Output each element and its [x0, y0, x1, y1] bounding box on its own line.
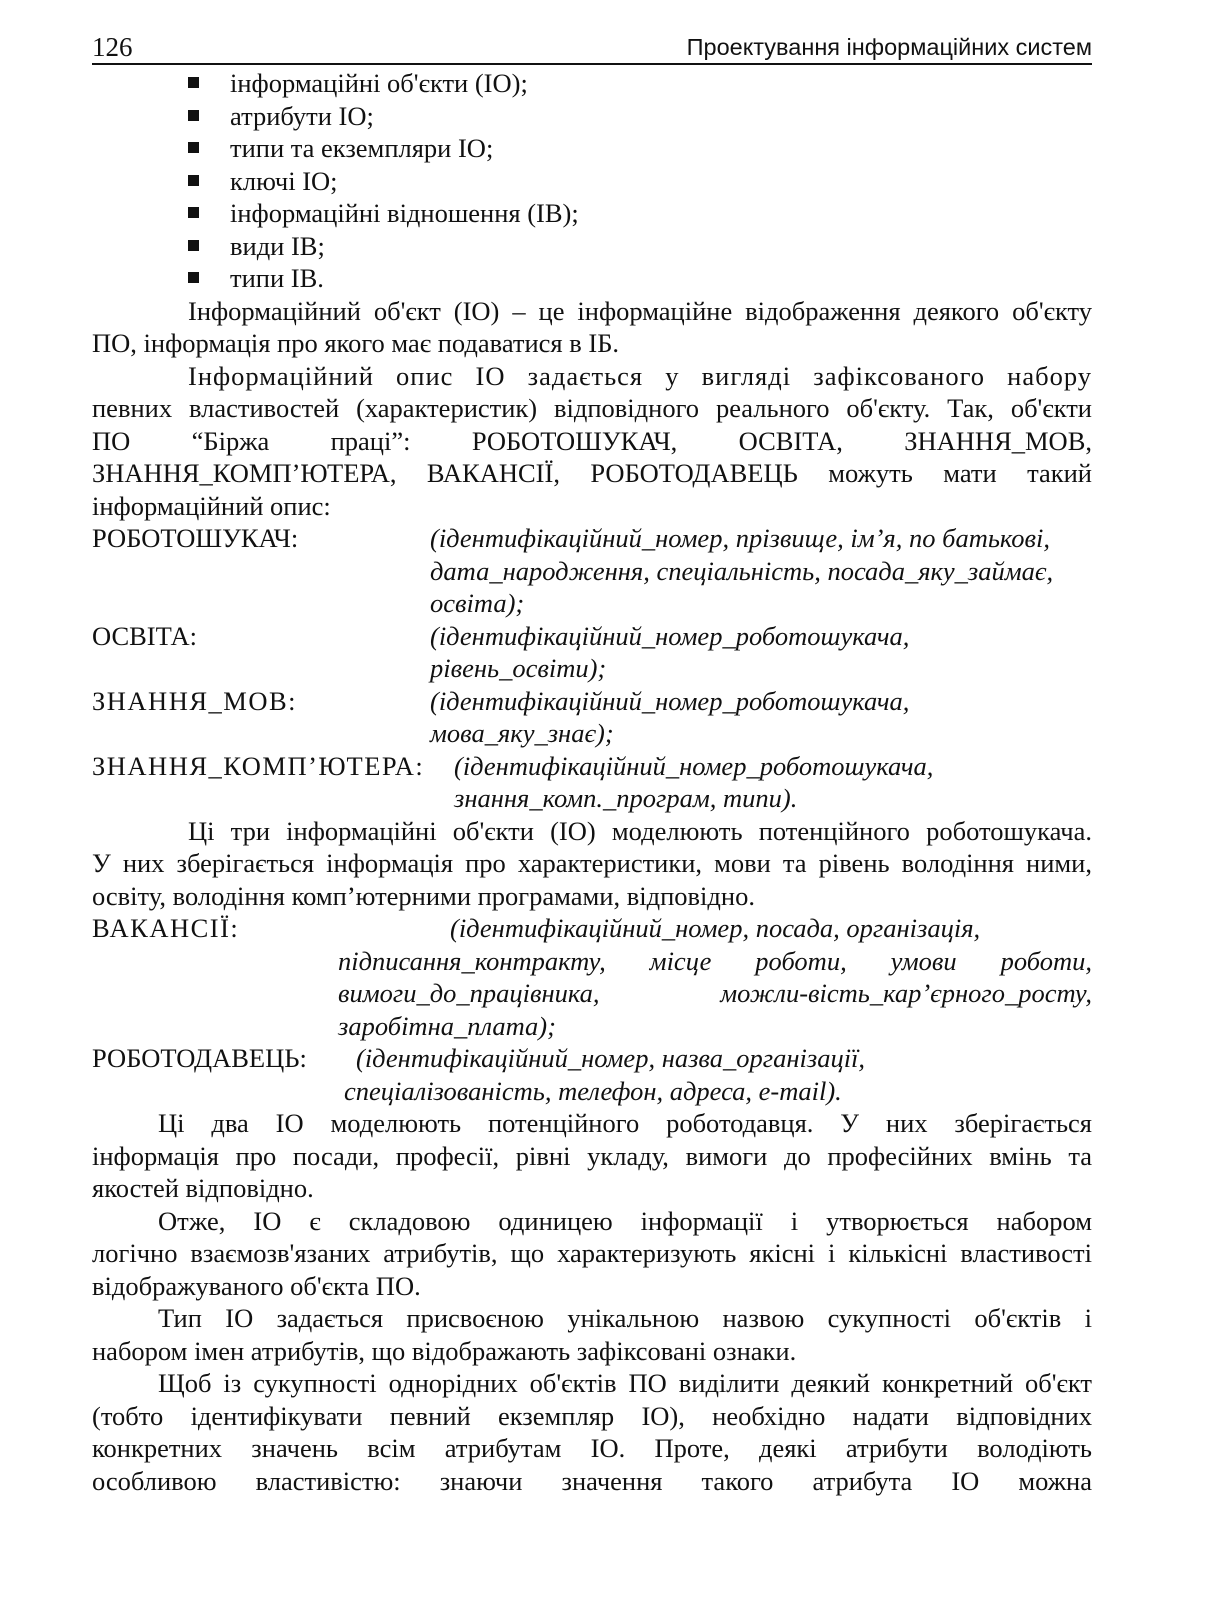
entity-attributes: (ідентифікаційний_номер, прізвище, ім’я, по батькові,: [430, 523, 1051, 553]
list-item: ключі ІО;: [188, 165, 1092, 198]
entity-attributes: мова_яку_знає);: [430, 718, 614, 748]
text-line: інформація про посади, професії, рівні укладу, вимоги до професійних вмінь та: [92, 1140, 1092, 1171]
text-line: конкретних значень всім атрибутам ІО. Проте, деякі атрибути володіють: [92, 1433, 1092, 1463]
entity-znannya-kompyutera: [92, 750, 1092, 815]
text-line: логічно взаємозв'язаних атрибутів, що характеризують якісні і кількісні властивості: [92, 1238, 1092, 1268]
text-line: Щоб із сукупності однорідних об'єктів ПО виділити деякий конкретний об'єкт: [158, 1368, 1092, 1398]
entity-attributes: (ідентифікаційний_номер_роботошукача,: [430, 685, 910, 716]
paragraph-description: [92, 360, 1092, 523]
list-item: інформаційні об'єкти (ІО);: [188, 67, 1092, 100]
paragraph-definition: [92, 295, 1092, 360]
paragraph-type: [92, 1302, 1092, 1367]
text-line: ЗНАННЯ_КОМП’ЮТЕРА, ВАКАНСІЇ, РОБОТОДАВЕЦЬ можуть мати такий: [92, 458, 1092, 488]
entity-attributes: заробітна_плата);: [338, 1010, 556, 1041]
text-line: інформаційний опис:: [92, 490, 331, 521]
entity-attributes: (ідентифікаційний_номер_роботошукача,: [430, 620, 910, 651]
text-line: особливою властивістю: знаючи значення такого атрибута ІО можна: [92, 1465, 1092, 1496]
document-page: [92, 28, 1092, 1497]
entity-attributes: знання_комп._програм, типи).: [454, 783, 798, 813]
bullet-list: [92, 67, 1092, 295]
entity-attributes: підписання_контракту, місце роботи, умови роботи,: [338, 945, 1092, 976]
text-line: якостей відповідно.: [92, 1173, 314, 1203]
paragraph-employer: [92, 1107, 1092, 1205]
text-line: Ці два ІО моделюють потенційного роботодавця. У них зберігається: [158, 1108, 1092, 1138]
entity-attributes: (ідентифікаційний_номер_роботошукача,: [454, 750, 934, 781]
paragraph-seeker: [92, 815, 1092, 913]
text-line: Ці три інформаційні об'єкти (ІО) моделюють потенційного роботошукача.: [188, 815, 1092, 846]
text-line: відображуваного об'єкта ПО.: [92, 1270, 421, 1301]
entity-attributes: освіта);: [430, 588, 525, 618]
entity-label: ОСВІТА:: [92, 620, 198, 651]
entity-attributes: (ідентифікаційний_номер, назва_організації,: [356, 1043, 866, 1073]
entity-attributes: (ідентифікаційний_номер, посада, організація,: [450, 913, 981, 943]
entity-label: ВАКАНСІЇ:: [92, 913, 240, 943]
text-line: Отже, ІО є складовою одиницею інформації і утворюється набором: [158, 1205, 1092, 1236]
text-line: Інформаційний опис ІО задається у вигляді зафіксованого набору: [188, 360, 1092, 391]
entity-label: РОБОТОДАВЕЦЬ:: [92, 1043, 307, 1073]
text-line: У них зберігається інформація про характеристики, мови та рівень володіння ними,: [92, 848, 1092, 878]
text-line: певних властивостей (характеристик) відповідного реального об'єкту. Так, об'єкти: [92, 393, 1092, 423]
entity-znannya-mov: [92, 685, 1092, 750]
entity-vakansii: [92, 912, 1092, 1042]
list-item: інформаційні відношення (ІВ);: [188, 197, 1092, 230]
entity-label: ЗНАННЯ_МОВ:: [92, 685, 297, 716]
paragraph-component: [92, 1205, 1092, 1303]
list-item: атрибути ІО;: [188, 100, 1092, 133]
entity-attributes: дата_народження, спеціальність, посада_яку_займає,: [430, 555, 1054, 586]
entity-label: ЗНАННЯ_КОМП’ЮТЕРА:: [92, 750, 425, 781]
text-line: ПО “Біржа праці”: РОБОТОШУКАЧ, ОСВІТА, ЗНАННЯ_МОВ,: [92, 425, 1092, 456]
entity-roboto-shukach: [92, 522, 1092, 620]
text-line: освіту, володіння комп’ютерними програмами, відповідно.: [92, 880, 755, 911]
entity-label: РОБОТОШУКАЧ:: [92, 523, 299, 553]
page-header: [92, 28, 1092, 65]
text-line: Тип ІО задається присвоєною унікальною назвою сукупності об'єктів і: [158, 1303, 1092, 1333]
text-line: набором імен атрибутів, що відображають зафіксовані ознаки.: [92, 1335, 797, 1366]
list-item: види ІВ;: [188, 230, 1092, 263]
entity-attributes: спеціалізованість, телефон, адреса, e-mail).: [344, 1075, 842, 1106]
text-line: Інформаційний об'єкт (ІО) – це інформаційне відображення деякого об'єкту: [188, 295, 1092, 326]
entity-attributes: рівень_освіти);: [430, 653, 607, 683]
text-line: (тобто ідентифікувати певний екземпляр ІО), необхідно надати відповідних: [92, 1400, 1092, 1431]
list-item: типи ІВ.: [188, 262, 1092, 295]
entity-attributes: вимоги_до_працівника, можли-вість_кар’єрного_росту,: [338, 978, 1092, 1008]
running-title: Проектування інформаційних систем: [686, 34, 1092, 60]
paragraph-instance: [92, 1367, 1092, 1497]
text-line: ПО, інформація про якого має подаватися в ІБ.: [92, 328, 620, 358]
entity-osvita: [92, 620, 1092, 685]
page-number: 126: [92, 32, 133, 62]
entity-robotodavets: [92, 1042, 1092, 1107]
list-item: типи та екземпляри ІО;: [188, 132, 1092, 165]
